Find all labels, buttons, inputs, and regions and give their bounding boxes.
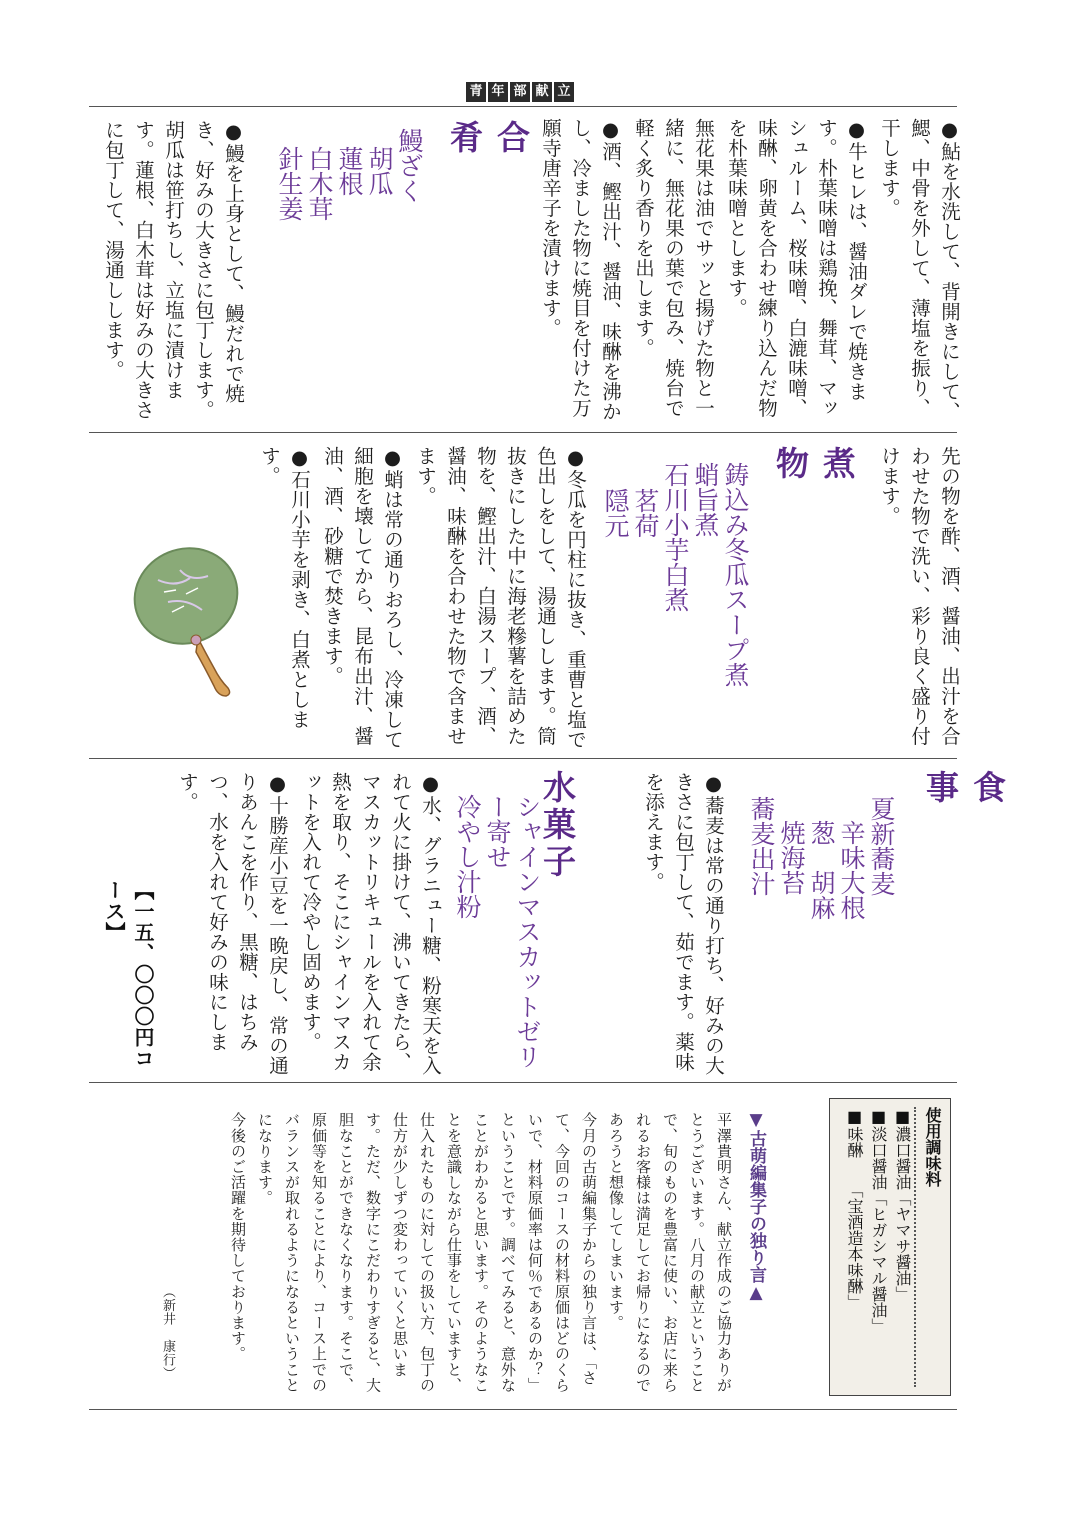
dish-list-nimono (600, 462, 750, 702)
paragraph: ●蕎麦は常の通り打ち、好みの大きさに包丁して、茹でます。薬味を添えます。 (642, 772, 725, 1076)
header-char: 年 (488, 82, 508, 102)
dish-item: シャインマスカットゼリー寄せ (483, 794, 542, 1069)
course-price: 【一五、〇〇〇円コース】 (102, 880, 155, 1069)
paragraph: 平澤貴明さん、献立作成のご協力ありがとうございます。八月の献立ということで、旬のものを豊富に使い、お店に来られるお客様は満足してお帰りになるのであろうと想像してしまいます。 (607, 1112, 733, 1393)
nimono-text (258, 446, 590, 751)
divider (89, 432, 957, 433)
paragraph: ●水、グラニュー糖、粉寒天を入れて火に掛けて、沸いてきたら、マスカットリキュールを入れて余熱を取り、そこにシャインマスカットを入れて冷やし固めます。 (299, 772, 442, 1076)
dish-item: 胡瓜 (365, 146, 394, 196)
paragraph: 無花果は油でサッと揚げた物と一緒に、無花果の葉で包み、焼台で軽く炙り香りを出します。 (632, 118, 715, 418)
aemono-text (98, 120, 248, 425)
header-char: 部 (510, 82, 530, 102)
dish-item: 鰻ざく (395, 128, 424, 203)
dish-item: 石川小芋白煮 (661, 462, 690, 612)
column-signature: （新井 康行） (160, 1285, 175, 1381)
dish-item: 夏新蕎麦 (867, 796, 896, 896)
divider (89, 1409, 957, 1410)
paragraph: 今後のご活躍を期待しております。 (229, 1112, 247, 1362)
section-title-nimono: 煮 物 (771, 446, 857, 564)
dish-item: 辛味大根 (837, 820, 866, 920)
dish-item: 茗荷 (631, 488, 660, 538)
nimono-prev-text (871, 446, 964, 751)
column-heading: ▼古萌編集子の独り言▲ (746, 1110, 766, 1303)
seasoning-item: ■味醂 「宝酒造本味醂」 (845, 1107, 864, 1310)
dish-item: 白木茸 (305, 146, 334, 221)
dish-item: 蓮根 (335, 146, 364, 196)
dish-item: 隠元 (601, 488, 630, 538)
dish-list-mizugashi (452, 794, 542, 1074)
dish-item: 焼海苔 (777, 820, 806, 895)
paragraph: ●十勝産小豆を一晩戻し、常の通りあんこを作り、黒糖、はちみつ、水を入れて好みの味にします。 (176, 772, 289, 1076)
section-title-mizugashi: 水菓子 (538, 770, 577, 881)
dish-item: 蕎麦出汁 (747, 796, 776, 896)
section-title-shokuji: 食 事 (921, 770, 1007, 888)
dish-list-aemono (274, 128, 424, 328)
paragraph: 先の物を酢、酒、醤油、出汁を合わせた物で洗い、彩り良く盛り付けます。 (878, 446, 961, 746)
section-header (466, 82, 574, 102)
seasonings-title: 使用調味料 (914, 1107, 944, 1387)
paragraph: ●牛ヒレは、醤油ダレで焼きます。朴葉味噌は鶏挽、舞茸、マッシュルーム、桜味噌、白漉味噌、味醂、卵黄を合わせ練り込んだ物を朴葉味噌とします。 (725, 118, 868, 418)
intro-text (539, 118, 964, 423)
paragraph: ●鰻を上身として、鰻だれで焼き、好みの大きさに包丁します。胡瓜は笹打ちし、立塩に漬けます。蓮根、白木茸は好みの大きさに包丁して、湯通しします。 (102, 120, 245, 420)
header-char: 立 (554, 82, 574, 102)
seasoning-item: ■淡口醤油「ヒガシマル醤油」 (869, 1107, 888, 1334)
divider (89, 106, 957, 107)
dish-item: 蛸旨煮 (691, 462, 720, 537)
paragraph: ●蛸は常の通りおろし、冷凍して細胞を壊してから、昆布出汁、醤油、酒、砂糖で焚きます。 (321, 446, 404, 750)
paragraph: ●石川小芋を剥き、白煮とします。 (258, 446, 311, 730)
dish-list-shokuji (746, 796, 896, 996)
divider (89, 1082, 957, 1083)
seasoning-item: ■濃口醤油「ヤマサ醤油」 (893, 1107, 912, 1302)
header-char: 献 (532, 82, 552, 102)
uchiwa-fan-icon (128, 540, 258, 700)
section-title-aemono: 合 肴 (445, 120, 531, 238)
dish-item: 鋳込み冬瓜スープ煮 (721, 462, 750, 687)
mizugashi-text (176, 772, 445, 1077)
divider (89, 758, 957, 759)
paragraph: ●鮎を水洗して、背開きにして、鰓、中骨を外して、薄塩を振り、干します。 (878, 118, 961, 422)
dish-item: 冷やし汁粉 (453, 794, 482, 919)
header-char: 青 (466, 82, 486, 102)
paragraph: ●酒、鰹出汁、醤油、味醂を沸かし、冷ました物に焼目を付けた万願寺唐辛子を漬けます。 (539, 118, 622, 422)
paragraph: 今月の古萌編集子からの独り言は、「さて、今回のコースの材料原価はどのくらいで、材料原価率は何％であるのか？」ということです。調べてみると、意外なことがわかると思います。そのようなことを意識しながら仕事をしていますと、仕入れたものに対しての扱い方、包丁の仕方が少しずつ変わっていくと思います。ただ、数字にこだわりすぎると、大胆なことができなくなります。そこで、原価等を知ることにより、コース上でのバランスが取れるようになるということになります。 (256, 1112, 598, 1393)
paragraph: ●冬瓜を円柱に抜き、重曹と塩で色出しをして、湯通しします。筒抜きにした中に海老糝薯を詰めた物を、鰹出汁、白湯スープ、酒、醤油、味醂を合わせた物で含ませます。 (414, 446, 587, 750)
seasonings-box (829, 1098, 951, 1396)
seasonings-content (842, 1107, 944, 1387)
dish-item: 葱 胡麻 (807, 820, 836, 920)
column-body (212, 1112, 737, 1397)
dish-item: 針生姜 (275, 146, 304, 221)
shokuji-text (628, 772, 728, 1077)
